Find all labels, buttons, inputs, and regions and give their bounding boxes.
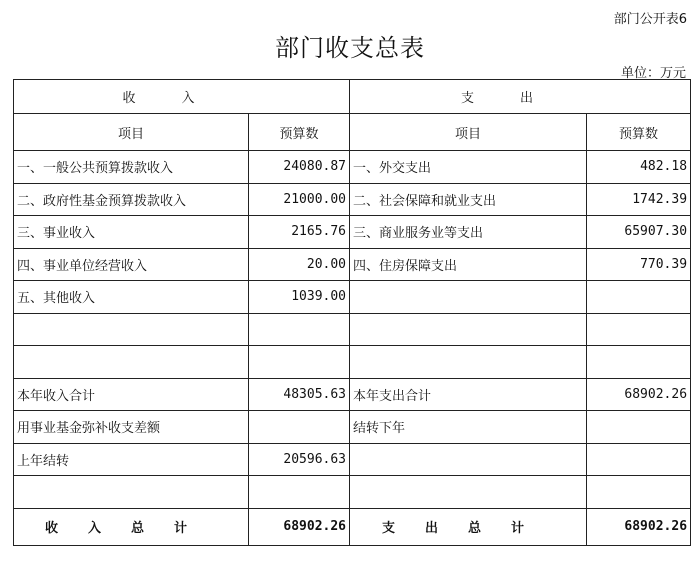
income-amount-cell — [249, 313, 350, 346]
table-row — [14, 378, 691, 411]
income-item-column-header: 项目 — [14, 114, 249, 151]
income-item-cell: 五、其他收入 — [14, 281, 249, 314]
table-row — [14, 183, 691, 216]
table-row — [14, 346, 691, 379]
table-row — [14, 151, 691, 184]
income-amount-cell: 20596.63 — [249, 443, 350, 476]
income-item-cell: 上年结转 — [14, 443, 249, 476]
expense-amount-cell: 1742.39 — [587, 183, 691, 216]
page-title: 部门收支总表 — [275, 34, 425, 62]
expense-amount-cell: 482.18 — [587, 151, 691, 184]
unit-label: 单位：万元 — [620, 66, 686, 81]
expense-item-cell: 本年支出合计 — [350, 378, 587, 411]
expense-item-cell — [350, 443, 587, 476]
expense-amount-cell — [587, 476, 691, 509]
income-item-cell: 一、一般公共预算拨款收入 — [14, 151, 249, 184]
expense-item-cell: 三、商业服务业等支出 — [350, 216, 587, 249]
expense-amount-cell: 68902.26 — [587, 378, 691, 411]
expense-item-cell — [350, 476, 587, 509]
income-amount-cell: 21000.00 — [249, 183, 350, 216]
income-item-cell: 四、事业单位经营收入 — [14, 248, 249, 281]
expense-item-cell: 结转下年 — [350, 411, 587, 444]
expense-grand-total-label: 支出总计 — [350, 508, 587, 545]
income-item-cell: 本年收入合计 — [14, 378, 249, 411]
budget-summary-table — [13, 79, 691, 546]
expense-item-column-header: 项目 — [350, 114, 587, 151]
column-header-row — [14, 114, 691, 151]
income-grand-total-label: 收入总计 — [14, 508, 249, 545]
income-amount-cell — [249, 476, 350, 509]
table-row — [14, 248, 691, 281]
expense-grand-total-amount: 68902.26 — [587, 508, 691, 545]
income-item-cell — [14, 476, 249, 509]
expense-amount-column-header: 预算数 — [587, 114, 691, 151]
table-row — [14, 443, 691, 476]
expense-amount-cell: 770.39 — [587, 248, 691, 281]
expense-amount-cell — [587, 346, 691, 379]
income-grand-total-amount: 68902.26 — [249, 508, 350, 545]
section-header-row — [14, 80, 691, 114]
income-amount-cell: 48305.63 — [249, 378, 350, 411]
income-amount-cell: 24080.87 — [249, 151, 350, 184]
grand-total-row — [14, 508, 691, 545]
income-amount-cell — [249, 346, 350, 379]
expense-item-cell: 四、住房保障支出 — [350, 248, 587, 281]
expense-item-cell — [350, 346, 587, 379]
table-row — [14, 476, 691, 509]
expense-item-cell — [350, 281, 587, 314]
income-item-cell: 三、事业收入 — [14, 216, 249, 249]
expense-amount-cell: 65907.30 — [587, 216, 691, 249]
income-amount-cell: 1039.00 — [249, 281, 350, 314]
expense-amount-cell — [587, 443, 691, 476]
income-item-cell: 二、政府性基金预算拨款收入 — [14, 183, 249, 216]
income-item-cell — [14, 313, 249, 346]
expense-amount-cell — [587, 411, 691, 444]
table-row — [14, 411, 691, 444]
report-number-tag: 部门公开表6 — [613, 12, 687, 27]
income-amount-cell: 20.00 — [249, 248, 350, 281]
income-section-header: 收入 — [14, 80, 350, 114]
table-row — [14, 313, 691, 346]
income-item-cell: 用事业基金弥补收支差额 — [14, 411, 249, 444]
expense-amount-cell — [587, 281, 691, 314]
expense-item-cell: 一、外交支出 — [350, 151, 587, 184]
expense-section-header: 支出 — [350, 80, 691, 114]
expense-amount-cell — [587, 313, 691, 346]
income-amount-column-header: 预算数 — [249, 114, 350, 151]
expense-item-cell: 二、社会保障和就业支出 — [350, 183, 587, 216]
income-item-cell — [14, 346, 249, 379]
expense-item-cell — [350, 313, 587, 346]
income-amount-cell: 2165.76 — [249, 216, 350, 249]
income-amount-cell — [249, 411, 350, 444]
table-row — [14, 281, 691, 314]
table-row — [14, 216, 691, 249]
